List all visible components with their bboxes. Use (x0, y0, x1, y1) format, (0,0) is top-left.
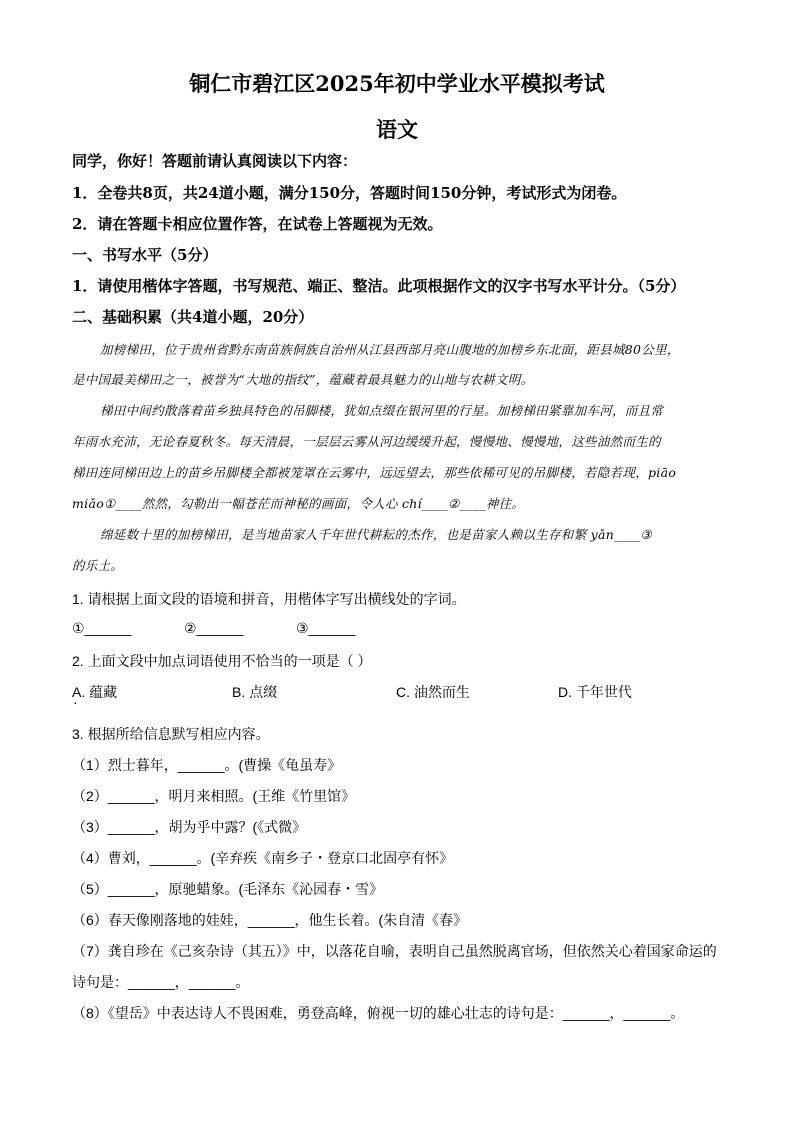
answer-blank-2[interactable]: ②______ (184, 620, 244, 636)
passage-line: 是中国最美梯田之一，被誉为“大地的指纹”，蕴藏着最具魅力的山地与农耕文明。 (72, 372, 534, 387)
recitation-item: （2）______，明月来相照。(王维《竹里馆》 (72, 788, 356, 804)
passage-line: 梯田中间约散落着苗乡独具特色的吊脚楼，犹如点缀在银河里的行星。加榜梯田紧靠加车河，而且常 (100, 403, 664, 418)
recitation-item: （8）《望岳》中表达诗人不畏困难，勇登高峰，俯视一切的雄心壮志的诗句是：______，______。 (72, 1005, 685, 1021)
answer-blank-3[interactable]: ③______ (296, 620, 356, 636)
notice-intro: 同学，你好！答题前请认真阅读以下内容： (72, 152, 358, 170)
passage-line: 加榜梯田，位于贵州省黔东南苗族侗族自治州从江县西部月亮山腹地的加榜乡东北面，距县城80公里， (100, 342, 680, 357)
option-c[interactable]: C. 油然而生 (396, 684, 470, 700)
recitation-item: （7）龚自珍在《己亥杂诗（其五）》中，以落花自喻，表明自己虽然脱离官场，但依然关心着国家命运的 (72, 943, 717, 959)
recitation-item: （4）曹刘，______。(辛弃疾《南乡子・登京口北固亭有怀》 (72, 850, 454, 866)
passage-line: 的乐土。 (72, 558, 124, 573)
passage-line: 年雨水充沛，无论春夏秋冬。每天清晨，一层层云雾从河边缓缓升起，慢慢地、慢慢地，这些油然而生的 (72, 434, 661, 449)
option-b[interactable]: B. 点缀 (232, 684, 278, 700)
question-1-stem: 1. 请根据上面文段的语境和拼音，用楷体字写出横线处的字词。 (72, 591, 466, 607)
answer-blank-1[interactable]: ①______ (72, 620, 132, 636)
recitation-item: （3）______，胡为乎中露？(《式微》 (72, 819, 307, 835)
recitation-item: 诗句是：______，______。 (72, 974, 250, 990)
option-a[interactable]: A. 蕴藏 · (72, 682, 794, 702)
subject-title: 语文 (376, 117, 418, 142)
passage-line: 绵延数十里的加榜梯田，是当地苗家人千年世代耕耘的杰作，也是苗家人赖以生存和繁 yǎn____③ (100, 527, 652, 542)
notice-item: 2．请在答题卡相应位置作答，在试卷上答题视为无效。 (72, 215, 443, 233)
question-2-stem: 2. 上面文段中加点词语使用不恰当的一项是（ ） (72, 653, 372, 669)
option-d[interactable]: D. 千年世代 (558, 684, 632, 700)
notice-item: 1．全卷共8页，共24道小题，满分150分，答题时间150分钟，考试形式为闭卷。 (72, 184, 627, 202)
passage-line: miǎo①____然然，勾勒出一幅苍茫而神秘的画面，令人心 chí____②____神往。 (72, 496, 525, 511)
passage-line: 梯田连同梯田边上的苗乡吊脚楼全都被笼罩在云雾中，远远望去，那些依稀可见的吊脚楼，若隐若现，piāo (72, 465, 677, 480)
section-heading: 二、基础积累（共4道小题，20分） (72, 308, 314, 326)
recitation-item: （6）春天像刚落地的娃娃，______，他生长着。(朱自清《春》 (72, 912, 468, 928)
question-handwriting: 1．请使用楷体字答题，书写规范、端正、整洁。此项根据作文的汉字书写水平计分。（5分） (72, 277, 686, 295)
section-heading: 一、书写水平（5分） (72, 246, 218, 264)
recitation-item: （5）______，原驰蜡象。(毛泽东《沁园春・雪》 (72, 881, 384, 897)
recitation-item: （1）烈士暮年，______。(曹操《龟虽寿》 (72, 757, 342, 773)
question-3-stem: 3. 根据所给信息默写相应内容。 (72, 726, 270, 742)
exam-title: 铜仁市碧江区2025年初中学业水平模拟考试 (189, 71, 605, 96)
